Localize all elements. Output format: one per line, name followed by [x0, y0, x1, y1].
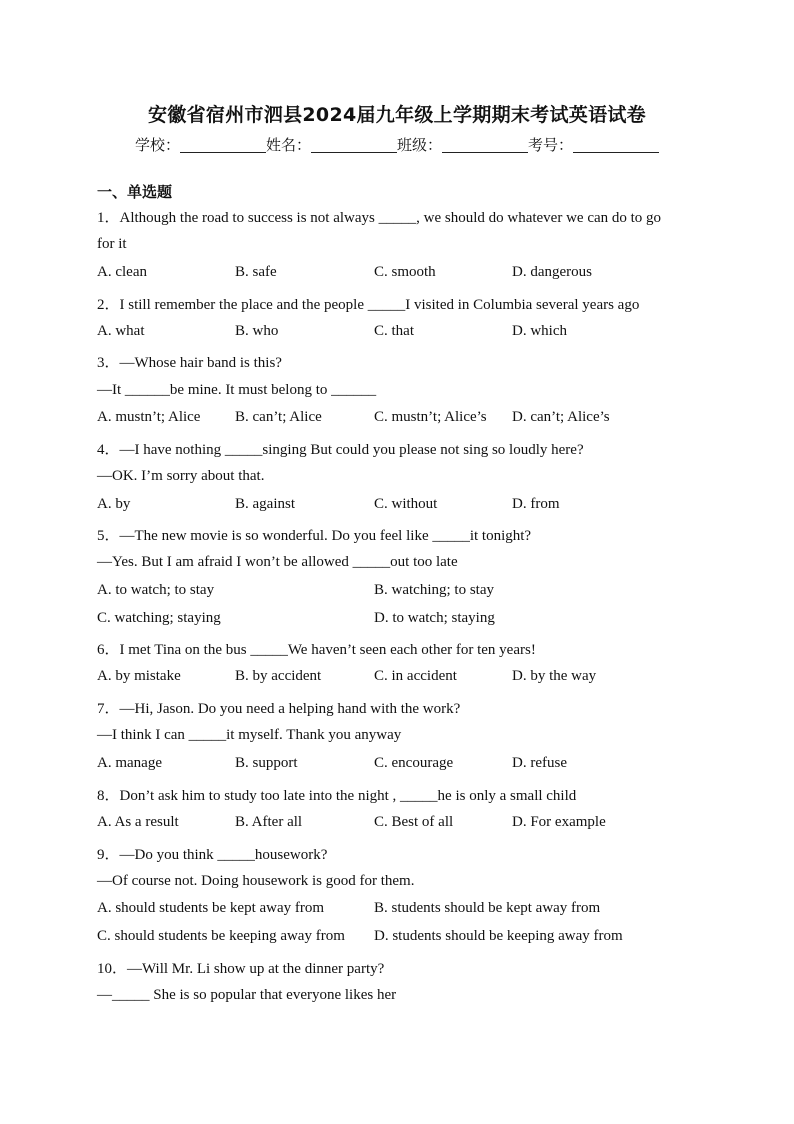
q3-option-a: A. mustn’t; Alice [97, 409, 201, 425]
name-blank[interactable] [311, 138, 397, 153]
student-info-row [0, 134, 794, 155]
q9-option-b: B. students should be kept away from [374, 900, 601, 916]
q9-option-d: D. students should be keeping away from [374, 928, 623, 944]
q1-option-d: D. dangerous [512, 264, 592, 280]
q9-option-a: A. should students be kept away from [97, 900, 325, 916]
question-10-line-2: —_____ She is so popular that everyone likes her [97, 987, 397, 1003]
q6-option-d: D. by the way [512, 668, 597, 684]
exam-title: 安徽省宿州市泗县2024届九年级上学期期末考试英语试卷 [148, 104, 646, 126]
q9-option-c: C. should students be keeping away from [97, 928, 345, 944]
q6-option-c: C. in accident [374, 668, 457, 684]
question-7-line-2: —I think I can _____it myself. Thank you anyway [97, 727, 402, 743]
name-label: 姓名： [265, 136, 311, 154]
q8-option-b: B. After all [235, 814, 303, 830]
question-1-line-1: 1．Although the road to success is not always _____, we should do whatever we can do to go [97, 210, 662, 226]
question-1-line-2: for it [97, 236, 127, 252]
q8-option-a: A. As a result [97, 814, 179, 830]
question-5-line-2: —Yes. But I am afraid I won’t be allowed _____out too late [97, 554, 458, 570]
question-4-line-2: —OK. I’m sorry about that. [97, 468, 265, 484]
q1-option-a: A. clean [97, 264, 147, 280]
q5-option-d: D. to watch; staying [374, 610, 495, 626]
q7-option-b: B. support [235, 755, 298, 771]
question-7-line-1: 7．—Hi, Jason. Do you need a helping hand with the work? [97, 701, 461, 717]
q4-option-c: C. without [374, 496, 438, 512]
q8-option-d: D. For example [512, 814, 606, 830]
question-2-line-1: 2．I still remember the place and the people _____I visited in Columbia several years ago [97, 297, 640, 313]
q4-option-b: B. against [235, 496, 295, 512]
q2-option-d: D. which [512, 323, 567, 339]
school-blank[interactable] [180, 138, 266, 153]
question-6-line-1: 6．I met Tina on the bus _____We haven’t seen each other for ten years! [97, 642, 536, 658]
number-blank[interactable] [573, 138, 659, 153]
question-9-line-1: 9．—Do you think _____housework? [97, 847, 328, 863]
section-heading: 一、单选题 [97, 183, 173, 201]
q1-option-c: C. smooth [374, 264, 436, 280]
q7-option-a: A. manage [97, 755, 162, 771]
q8-option-c: C. Best of all [374, 814, 454, 830]
q4-option-a: A. by [97, 496, 131, 512]
q5-option-c: C. watching; staying [97, 610, 221, 626]
q6-option-b: B. by accident [235, 668, 322, 684]
q3-option-d: D. can’t; Alice’s [512, 409, 610, 425]
q1-option-b: B. safe [235, 264, 277, 280]
q2-option-a: A. what [97, 323, 145, 339]
q7-option-c: C. encourage [374, 755, 454, 771]
question-10-line-1: 10．—Will Mr. Li show up at the dinner party? [97, 961, 385, 977]
q2-option-b: B. who [235, 323, 279, 339]
q3-option-c: C. mustn’t; Alice’s [374, 409, 487, 425]
school-label: 学校： [134, 136, 180, 154]
question-9-line-2: —Of course not. Doing housework is good for them. [97, 873, 415, 889]
question-8-line-1: 8．Don’t ask him to study too late into the night , _____he is only a small child [97, 788, 577, 804]
question-4-line-1: 4．—I have nothing _____singing But could you please not sing so loudly here? [97, 442, 584, 458]
question-3-line-1: 3．—Whose hair band is this? [97, 355, 282, 371]
q7-option-d: D. refuse [512, 755, 567, 771]
q3-option-b: B. can’t; Alice [235, 409, 322, 425]
q6-option-a: A. by mistake [97, 668, 181, 684]
number-label: 考号： [528, 136, 574, 154]
q5-option-a: A. to watch; to stay [97, 582, 215, 598]
q5-option-b: B. watching; to stay [374, 582, 494, 598]
class-label: 班级： [397, 136, 443, 154]
question-5-line-1: 5．—The new movie is so wonderful. Do you feel like _____it tonight? [97, 528, 532, 544]
q2-option-c: C. that [374, 323, 414, 339]
q4-option-d: D. from [512, 496, 560, 512]
class-blank[interactable] [442, 138, 528, 153]
question-3-line-2: —It ______be mine. It must belong to ______ [97, 382, 377, 398]
